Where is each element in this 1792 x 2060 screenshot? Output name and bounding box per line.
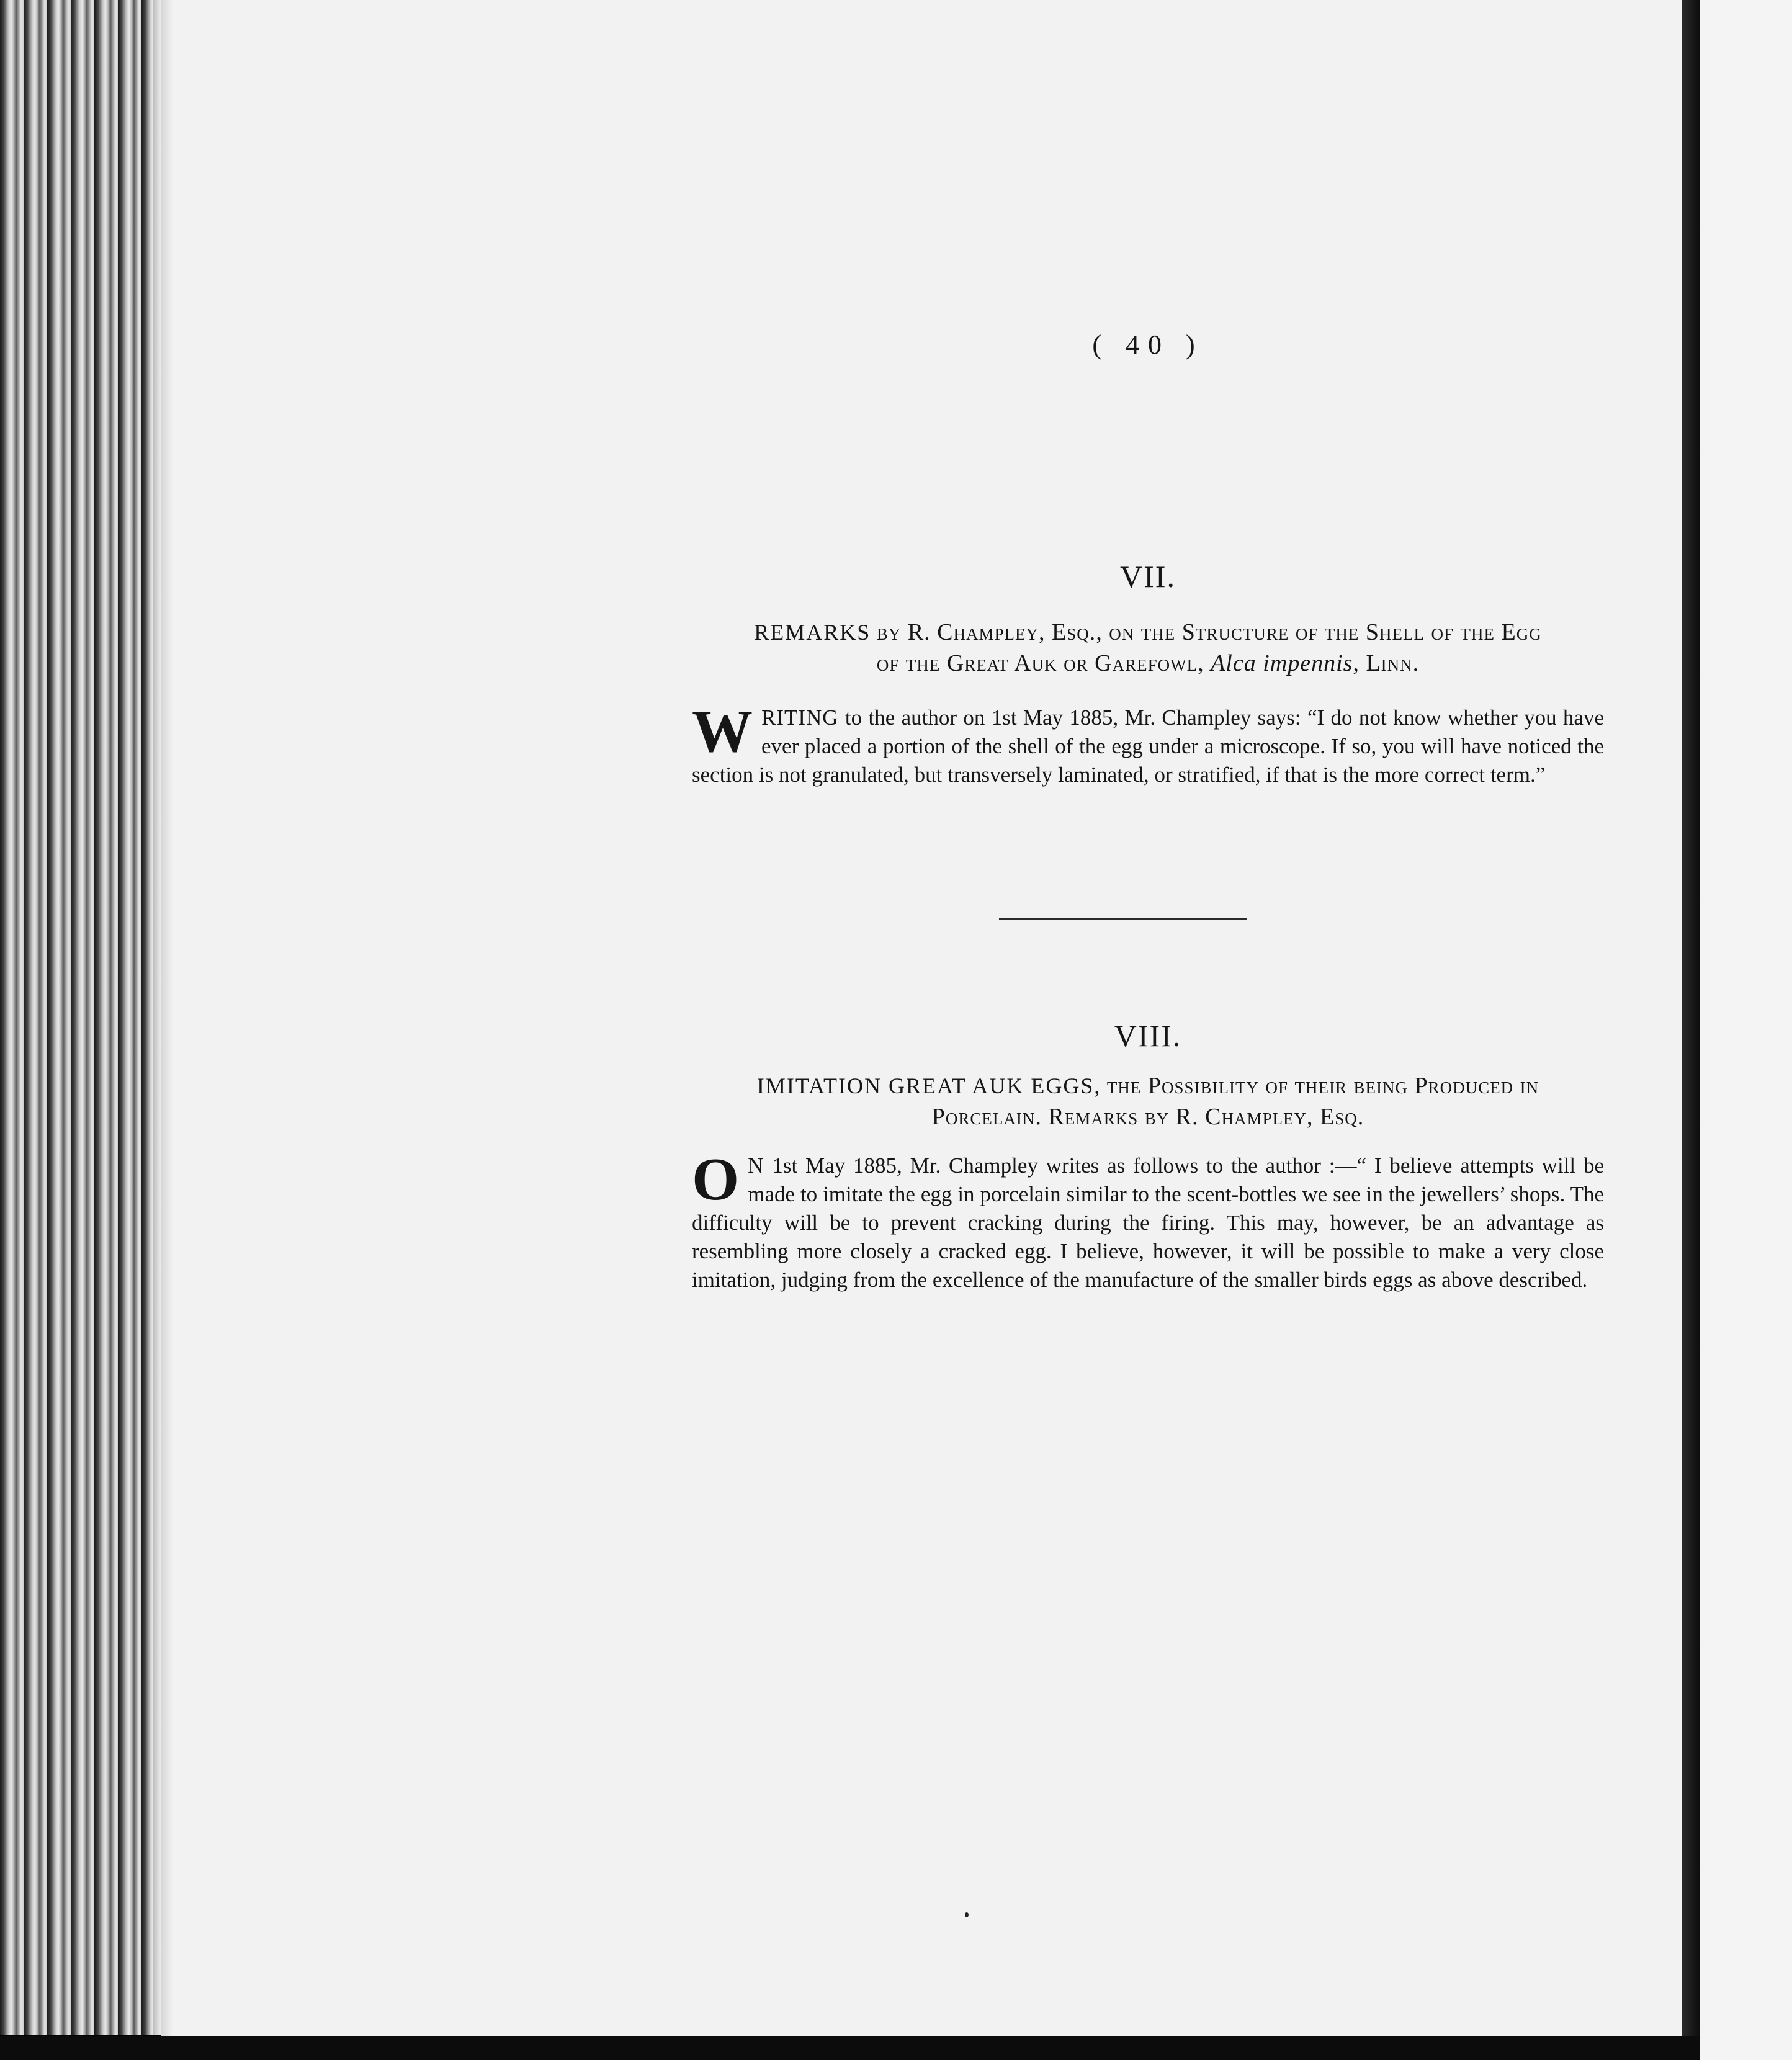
section-vii-body: to the author on 1st May 1885, Mr. Champley says: “I do not know whether you have ever placed a portion of the shell of the egg under a microscope. If so, you will have noticed the section is not granulated, but transversely laminated, or stratified, if that is the more correct term.” (692, 705, 1604, 787)
section-viii-dropcap: O (692, 1146, 740, 1213)
book-gutter (1682, 0, 1700, 2048)
bottom-shadow (0, 2036, 1700, 2060)
book-page-edges (0, 0, 161, 2035)
section-vii-paragraph (692, 698, 1604, 789)
ink-speck (965, 1912, 969, 1917)
book-page (161, 0, 1682, 2036)
section-vii-numeral: VII. (1120, 559, 1176, 594)
page-number: ( 40 ) (1092, 329, 1204, 360)
section-viii-numeral: VIII. (1114, 1018, 1182, 1053)
section-vii-title-lead: REMARKS (754, 620, 871, 645)
section-vii-dropcap: W (692, 698, 753, 765)
section-vii-title-species: Alca impennis, (1211, 650, 1360, 676)
section-viii-body: 1st May 1885, Mr. Champley writes as follows to the author :—“ I believe attempts will be made to imitate the egg in porcelain similar to the scent-bottles we see in the jewellers’ shops. The difficulty will be to prevent cracking during the firing. This may, however, be an advantage as resembling more closely a cracked egg. I believe, however, it will be possible to make a very close imitation, judging from the excellence of the manufacture of the smaller birds eggs as above described. (692, 1153, 1604, 1292)
section-viii-paragraph (692, 1146, 1604, 1294)
section-vii-title-line2: of the Great Auk or Garefowl, (876, 650, 1211, 676)
section-vii-lead-word: RITING (761, 705, 839, 730)
section-divider (999, 918, 1247, 920)
section-vii-title (692, 617, 1604, 679)
section-viii-title-line2: Porcelain. Remarks by R. Champley, Esq. (931, 1104, 1364, 1130)
section-viii-title-line1: the Possibility of their being Produced in (1106, 1073, 1539, 1099)
facing-page-edge (1700, 0, 1792, 2060)
section-viii-lead-word: N (748, 1153, 764, 1178)
section-vii-title-line1: by R. Champley, Esq., on the Structure of the Shell of the Egg (876, 619, 1542, 645)
section-vii-title-authority: Linn. (1359, 650, 1420, 676)
section-viii-title (692, 1071, 1604, 1133)
section-viii-title-lead: IMITATION GREAT AUK EGGS, (756, 1073, 1101, 1098)
